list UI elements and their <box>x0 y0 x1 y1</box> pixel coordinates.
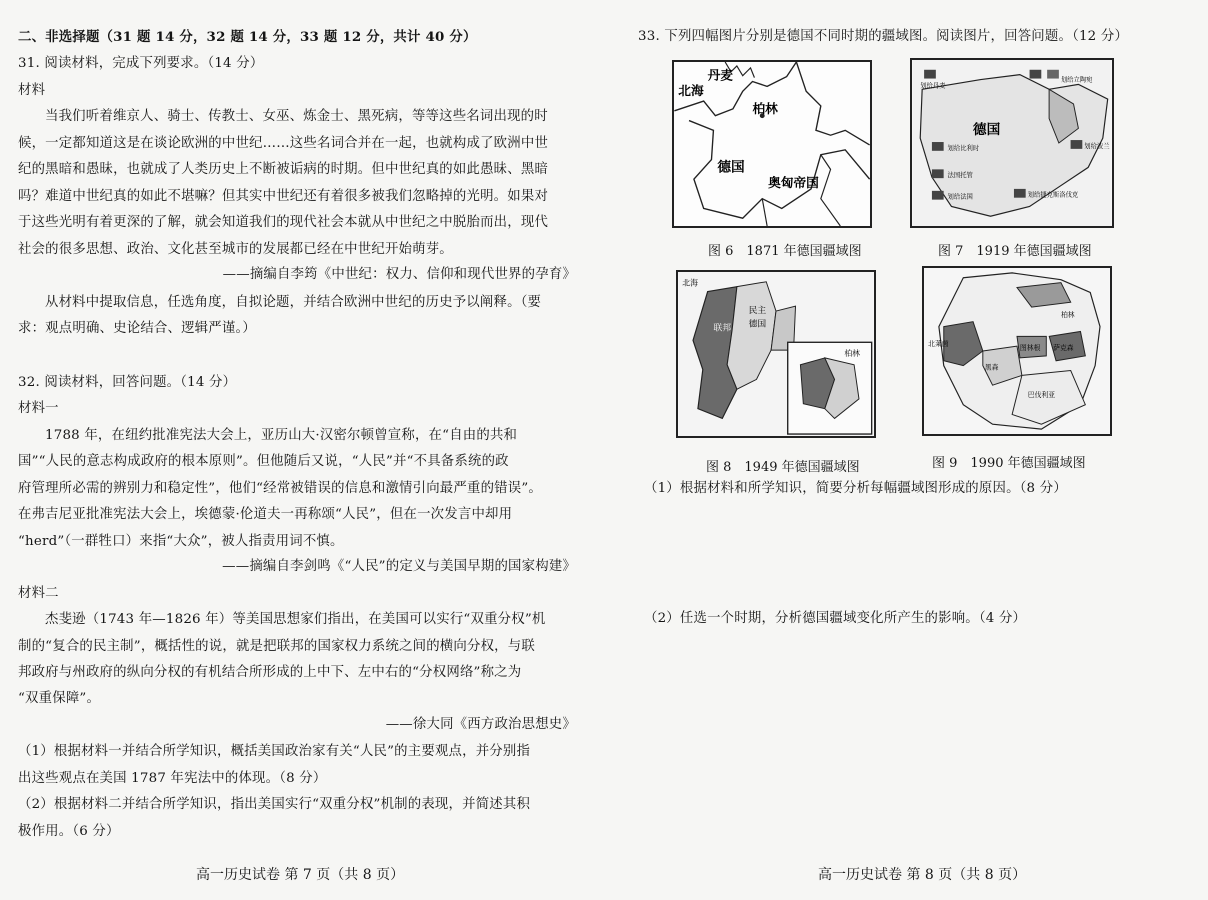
q32-m1-source: ——摘编自李剑鸣《“人民”的定义与美国早期的国家构建》 <box>222 559 576 574</box>
q33-sub1: （1）根据材料和所学知识，简要分析每幅疆域图形成的原因。（8 分） <box>644 481 1067 496</box>
q32-title: 32. 阅读材料，回答问题。（14 分） <box>18 375 237 390</box>
section-header: 二、非选择题（31 题 14 分，32 题 14 分，33 题 12 分，共计 40 分） <box>18 29 477 45</box>
map-1949-graphic <box>678 272 874 436</box>
map9-label: 北莱茵 <box>928 340 949 349</box>
map7-label: 法国托管 <box>947 172 973 180</box>
map7-label: 划给法国 <box>947 193 973 201</box>
q33-title: 33. 下列四幅图片分别是德国不同时期的疆域图。阅读图片，回答问题。（12 分） <box>638 29 1129 44</box>
q32-m1-line: 国”“人民的意志构成政府的根本原则”。但他随后又说，“人民”并“不具备系统的政 <box>18 454 509 469</box>
q32-material1-label: 材料一 <box>18 401 59 416</box>
q32-sub1-line: （1）根据材料一并结合所学知识，概括美国政治家有关“人民”的主要观点，并分别指 <box>18 744 531 759</box>
map-1919 <box>910 58 1114 228</box>
map7-caption: 图 7 1919 年德国疆域图 <box>938 244 1092 259</box>
q32-m1-line: 府管理所必需的辨别力和稳定性”，他们“经常被错误的信息和激情引向最严重的错误”。 <box>18 481 542 496</box>
map-1990 <box>922 266 1112 436</box>
right-page <box>632 0 1192 900</box>
map8-label: 柏林 <box>844 348 860 358</box>
right-footer: 高一历史试卷 第 8 页（共 8 页） <box>818 867 1027 883</box>
q32-m2-line: 杰斐逊（1743 年—1826 年）等美国思想家们指出，在美国可以实行“双重分权”机 <box>45 612 546 627</box>
map6-label: 柏林 <box>752 100 778 116</box>
q31-text-line: 候，一定都知道这是在谈论欧洲的中世纪……这些名词合并在一起，也就构成了欧洲中世 <box>18 136 549 151</box>
q32-sub2-line: 极作用。（6 分） <box>18 824 120 839</box>
map7-label: 划给捷克斯洛伐克 <box>1027 191 1079 199</box>
q31-material-label: 材料 <box>18 83 46 98</box>
map-1990-graphic <box>924 268 1110 434</box>
map6-label: 北海 <box>678 83 704 99</box>
map8-label: 德国 <box>748 319 767 330</box>
map-1919-graphic <box>912 60 1112 226</box>
map7-label: 划给比利时 <box>947 144 980 152</box>
map7-label: 划给波兰 <box>1084 142 1110 150</box>
map9-label: 巴伐利亚 <box>1027 390 1056 399</box>
map8-label: 民主 <box>748 306 767 316</box>
q32-sub1-line: 出这些观点在美国 1787 年宪法中的体现。（8 分） <box>18 771 327 786</box>
map8-label: 联邦 <box>713 323 732 334</box>
q33-sub2: （2）任选一个时期，分析德国疆域变化所产生的影响。（4 分） <box>644 611 1027 626</box>
q31-text-line: 于这些光明有着更深的了解，就会知道我们的现代社会本就从中世纪之中脱胎而出，现代 <box>18 215 549 230</box>
q31-text-line: 吗？难道中世纪真的如此不堪嘛？但其实中世纪还有着很多被我们忽略掉的光明。如果对 <box>18 189 549 204</box>
q32-m2-line: 制的“复合的民主制”，概括性的说，就是把联邦的国家权力系统之间的横向分权，与联 <box>18 639 535 654</box>
q31-task-line: 从材料中提取信息，任选角度，自拟论题，并结合欧洲中世纪的历史予以阐释。（要 <box>45 295 542 310</box>
map9-caption: 图 9 1990 年德国疆域图 <box>932 456 1086 471</box>
q31-title: 31. 阅读材料，完成下列要求。（14 分） <box>18 56 264 71</box>
map9-label: 黑森 <box>984 363 999 372</box>
map7-label: 德国 <box>972 122 1001 139</box>
map9-label: 萨克森 <box>1053 344 1074 353</box>
left-page <box>18 0 588 900</box>
q31-text-line: 社会的很多思想、政治、文化甚至城市的发展都已经在中世纪开始萌芽。 <box>18 242 453 257</box>
q32-material2-label: 材料二 <box>18 586 59 601</box>
map-1871-graphic <box>674 62 870 226</box>
map-1871 <box>672 60 872 228</box>
map6-label: 奥匈帝国 <box>768 174 819 190</box>
q32-m1-line: 在弗吉尼亚批准宪法大会上，埃德蒙·伦道夫一再称颂“人民”，但在一次发言中却用 <box>18 507 513 522</box>
q32-m2-line: 邦政府与州政府的纵向分权的有机结合所形成的上中下、左中右的“分权网络”称之为 <box>18 665 522 680</box>
map9-label: 柏林 <box>1060 310 1075 319</box>
q32-m1-line: 1788 年，在纽约批准宪法大会上，亚历山大·汉密尔顿曾宣称，在“自由的共和 <box>45 428 518 443</box>
map-1949 <box>676 270 876 438</box>
map6-caption: 图 6 1871 年德国疆域图 <box>708 244 862 259</box>
map9-label: 图林根 <box>1019 344 1041 353</box>
q31-text-line: 纪的黑暗和愚昧，也就成了人类历史上不断被诟病的时期。但中世纪真的如此愚昧、黑暗 <box>18 162 549 177</box>
map8-caption: 图 8 1949 年德国疆域图 <box>706 460 860 475</box>
q31-task-line: 求：观点明确、史论结合、逻辑严谨。） <box>18 321 256 336</box>
q31-source: ——摘编自李筠《中世纪：权力、信仰和现代世界的孕育》 <box>222 267 576 282</box>
map6-label: 德国 <box>717 159 745 176</box>
map7-label: 划给立陶宛 <box>1060 76 1093 84</box>
q32-sub2-line: （2）根据材料二并结合所学知识，指出美国实行“双重分权”机制的表现，并简述其积 <box>18 797 531 812</box>
map6-label: 丹麦 <box>707 67 733 83</box>
q32-m2-line: “双重保障”。 <box>18 691 101 706</box>
q31-text-line: 当我们听着维京人、骑士、传教士、女巫、炼金士、黑死病，等等这些名词出现的时 <box>45 109 548 124</box>
q32-m2-source: ——徐大同《西方政治思想史》 <box>385 717 576 732</box>
left-footer: 高一历史试卷 第 7 页（共 8 页） <box>196 867 405 883</box>
map8-label: 北海 <box>682 278 698 288</box>
q32-m1-line: “herd”（一群牲口）来指“大众”，被人指责用词不慎。 <box>18 534 344 549</box>
map7-label: 划给丹麦 <box>920 82 946 90</box>
